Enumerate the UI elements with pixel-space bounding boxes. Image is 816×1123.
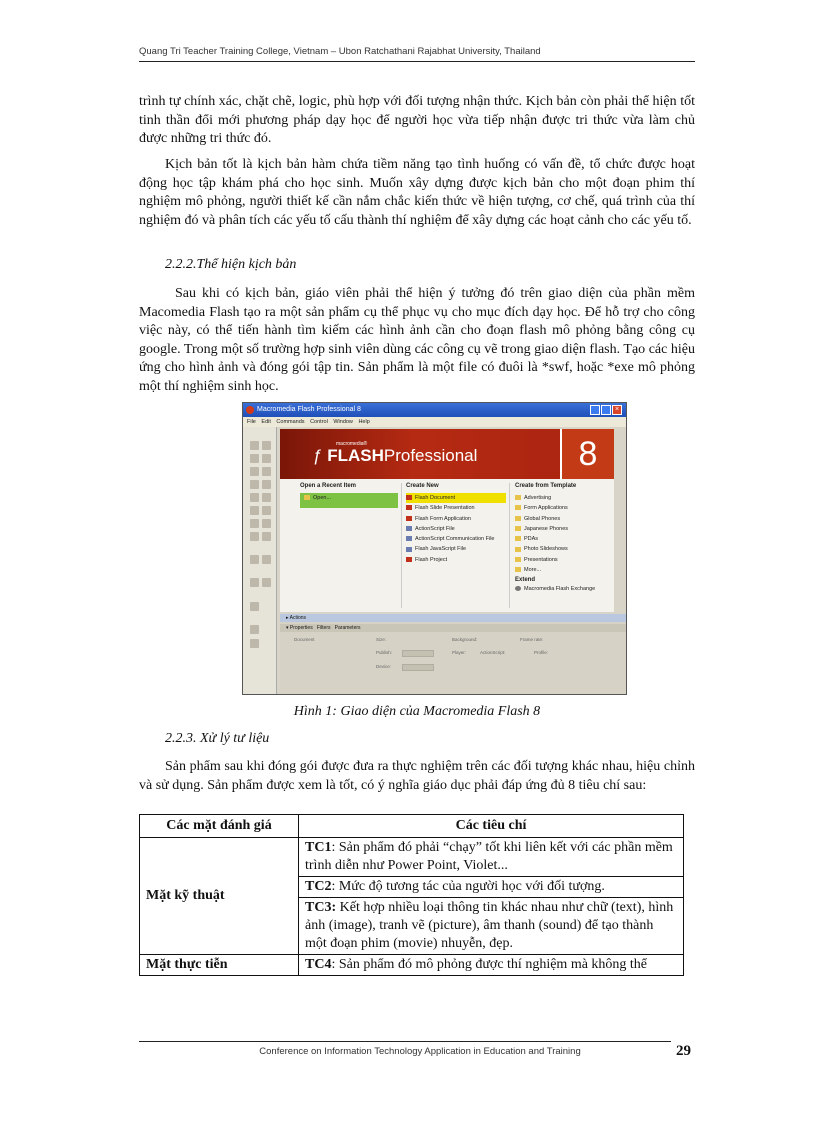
column-separator <box>401 483 402 608</box>
document-icon <box>406 516 412 521</box>
prop-frame-rate: Frame rate: <box>520 637 544 642</box>
template-photo-slideshows: Photo Slideshows <box>515 544 611 554</box>
paragraph-1: trình tự chính xác, chặt chẽ, logic, phù hợp với đối tượng nhận thức. Kịch bản còn phải thể hiện tốt tinh thần đổi mới phương pháp dạy học để người học vừa tiếp nhận được tri thức vừa làm chủ được những tri thức đó. <box>139 94 695 146</box>
prop-background: Background: <box>452 637 478 642</box>
folder-icon <box>515 567 521 572</box>
document-icon <box>406 505 412 510</box>
folder-icon <box>515 526 521 531</box>
settings-field <box>402 650 434 657</box>
oval-tool-icon <box>250 493 259 502</box>
macromedia-label: macromedia® <box>336 441 368 447</box>
header-evaluation-aspect: Các mặt đánh giá <box>140 815 299 838</box>
exchange-icon <box>515 586 521 591</box>
ink-tool-icon <box>250 519 259 528</box>
actions-panel-bar: ▸ Actions <box>280 614 626 622</box>
template-pdas: PDAs <box>515 534 611 544</box>
bottom-panels <box>280 614 626 694</box>
product-name: ƒ FLASHProfessional <box>313 446 478 465</box>
product-flash: FLASH <box>327 446 384 465</box>
footer-rule <box>139 1041 671 1042</box>
create-new-title: Create New <box>406 483 439 489</box>
prop-profile: Profile: <box>534 650 549 655</box>
free-transform-icon <box>250 454 259 463</box>
script-icon <box>406 536 412 541</box>
header-rule <box>139 61 695 62</box>
open-link: Open... <box>300 493 398 508</box>
running-header: Quang Tri Teacher Training College, Vietnam – Ubon Ratchathani Rajabhat University, Thailand <box>139 46 541 57</box>
create-form-application: Flash Form Application <box>406 514 506 524</box>
template-global-phones: Global Phones <box>515 514 611 524</box>
eraser-icon <box>262 532 271 541</box>
create-communication-file: ActionScript Communication File <box>406 534 506 544</box>
criteria-table <box>139 814 684 976</box>
extend-title: Extend <box>515 577 536 584</box>
bucket-tool-icon <box>262 519 271 528</box>
section-heading-2-2-2: 2.2.2.Thể hiện kịch bản <box>165 257 297 272</box>
header-criteria: Các tiêu chí <box>299 815 684 838</box>
close-icon: × <box>612 405 622 415</box>
create-flash-document: Flash Document <box>406 493 506 503</box>
open-recent-column <box>300 483 398 611</box>
menu-edit: Edit <box>261 419 271 425</box>
rect-tool-icon <box>262 493 271 502</box>
create-javascript-file: Flash JavaScript File <box>406 544 506 554</box>
prop-publish: Publish: <box>376 650 393 655</box>
smooth-option-icon <box>250 639 259 648</box>
running-footer: Conference on Information Technology Application in Education and Training <box>259 1046 581 1057</box>
line-tool-icon <box>250 467 259 476</box>
pencil-tool-icon <box>250 506 259 515</box>
device-field <box>402 664 434 671</box>
menu-help: Help <box>358 419 370 425</box>
open-recent-title: Open a Recent Item <box>300 483 357 489</box>
fill-color-icon <box>262 578 271 587</box>
section-heading-2-2-3: 2.2.3. Xử lý tư liệu <box>165 731 270 746</box>
properties-tabs: ▾ Properties Filters Parameters <box>280 624 626 632</box>
menu-file: File <box>247 419 256 425</box>
flash-logo-icon <box>246 406 254 414</box>
window-titlebar <box>243 403 626 417</box>
script-icon <box>406 526 412 531</box>
prop-size: Size: <box>376 637 387 642</box>
folder-icon <box>515 495 521 500</box>
lasso-tool-icon <box>262 467 271 476</box>
flash-banner <box>280 429 614 479</box>
category-practical: Mặt thực tiễn <box>140 955 299 976</box>
folder-icon <box>515 557 521 562</box>
template-japanese-phones: Japanese Phones <box>515 524 611 534</box>
snap-option-icon <box>250 625 259 634</box>
hand-tool-icon <box>250 555 259 564</box>
template-more: More... <box>515 565 611 575</box>
product-suffix: Professional <box>383 446 478 465</box>
stroke-color-icon <box>250 578 259 587</box>
zoom-tool-icon <box>262 555 271 564</box>
template-presentations: Presentations <box>515 555 611 565</box>
paragraph-4: Sản phẩm sau khi đóng gói được đưa ra thực nghiệm trên các đối tượng khác nhau, hiệu chỉnh và sử dụng. Sản phẩm được xem là tốt, có ý nghĩa giáo dục phải đáp ứng đủ 8 tiêu chí sau: <box>139 759 695 793</box>
page-number: 29 <box>676 1043 691 1059</box>
window-title: Macromedia Flash Professional 8 <box>257 406 361 413</box>
version-badge: 8 <box>560 429 614 479</box>
table-row <box>140 955 684 976</box>
create-slide-presentation: Flash Slide Presentation <box>406 503 506 513</box>
flash-screenshot <box>242 402 627 695</box>
menu-commands: Commands <box>276 419 305 425</box>
subselect-tool-icon <box>262 441 271 450</box>
folder-icon <box>515 516 521 521</box>
prop-player: Player: <box>452 650 467 655</box>
prop-actionscript: ActionScript: <box>480 650 506 655</box>
category-technical: Mặt kỹ thuật <box>140 838 299 955</box>
column-separator <box>509 483 510 608</box>
text-tool-icon <box>262 480 271 489</box>
tools-panel <box>243 427 277 694</box>
criterion-tc4: TC4: Sản phẩm đó mô phỏng được thí nghiệm mà không thể <box>299 955 684 976</box>
menu-control: Control <box>310 419 328 425</box>
project-icon <box>406 557 412 562</box>
templates-title: Create from Template <box>515 483 577 489</box>
brush-tool-icon <box>262 506 271 515</box>
folder-icon <box>515 536 521 541</box>
menu-window: Window <box>333 419 353 425</box>
prop-device: Device: <box>376 664 392 669</box>
create-actionscript-file: ActionScript File <box>406 524 506 534</box>
templates-column <box>515 483 611 611</box>
folder-icon <box>515 505 521 510</box>
table-row <box>140 838 684 877</box>
document-icon <box>406 495 412 500</box>
minimize-icon <box>590 405 600 415</box>
arrow-tool-icon <box>250 441 259 450</box>
criterion-tc1: TC1: Sản phẩm đó phải “chạy” tốt khi liên kết với các phần mềm trình diễn như Power Point, Violet... <box>299 838 684 877</box>
create-new-column <box>406 483 506 611</box>
criterion-tc2: TC2: Mức độ tương tác của người học với đối tượng. <box>299 877 684 898</box>
paragraph-3: Sau khi có kịch bản, giáo viên phải thể hiện ý tưởng đó trên giao diện của phần mềm Macomedia Flash tạo ra một sản phẩm cụ thể phục vụ cho mục đích dạy học. Để hỗ trợ cho công việc này, có thể tiến hành tìm kiếm các hình ảnh cần cho đoạn flash mô phỏng bằng công cụ google. Trong một số trường hợp sinh viên dùng các công cụ vẽ trong giao diện flash. Tạo các hiệu ứng cho hình ảnh và đóng gói tập tin. Sản phẩm là một file có đuôi là *swf, hoặc *exe mô phỏng một thí nghiệm sinh học. <box>139 286 695 394</box>
criterion-tc3: TC3: Kết hợp nhiều loại thông tin khác nhau như chữ (text), hình ảnh (image), tranh vẽ (picture), âm thanh (sound) để tạo thành một đoạn phim (movie) nhuyễn, đẹp. <box>299 898 684 955</box>
template-form-applications: Form Applications <box>515 503 611 513</box>
prop-document: Document <box>294 637 315 642</box>
fill-transform-icon <box>262 454 271 463</box>
swap-colors-icon <box>250 602 259 611</box>
create-flash-project: Flash Project <box>406 555 506 565</box>
template-advertising: Advertising <box>515 493 611 503</box>
pen-tool-icon <box>250 480 259 489</box>
paragraph-2: Kịch bản tốt là kịch bản hàm chứa tiềm năng tạo tình huống có vấn đề, tổ chức được hoạt động học tập khám phá cho học sinh. Muốn xây dựng được kịch bản cho một đoạn phim thí nghiệm mô phỏng, người thiết kế cần nắm chắc kiến thức về hiện tượng, cơ chế, quá trình của thí nghiệm đó và phân tích các yếu tố cấu thành thí nghiệm để xây dựng các hoạt cảnh cho các yếu tố. <box>139 157 695 228</box>
figure-caption: Hình 1: Giao diện của Macromedia Flash 8 <box>293 704 541 719</box>
menu-bar <box>243 417 626 427</box>
script-icon <box>406 547 412 552</box>
eyedropper-icon <box>250 532 259 541</box>
flash-exchange-link: Macromedia Flash Exchange <box>515 584 611 594</box>
folder-icon <box>515 547 521 552</box>
table-header-row <box>140 815 684 838</box>
maximize-icon <box>601 405 611 415</box>
start-page <box>280 429 614 612</box>
folder-icon <box>304 495 310 500</box>
